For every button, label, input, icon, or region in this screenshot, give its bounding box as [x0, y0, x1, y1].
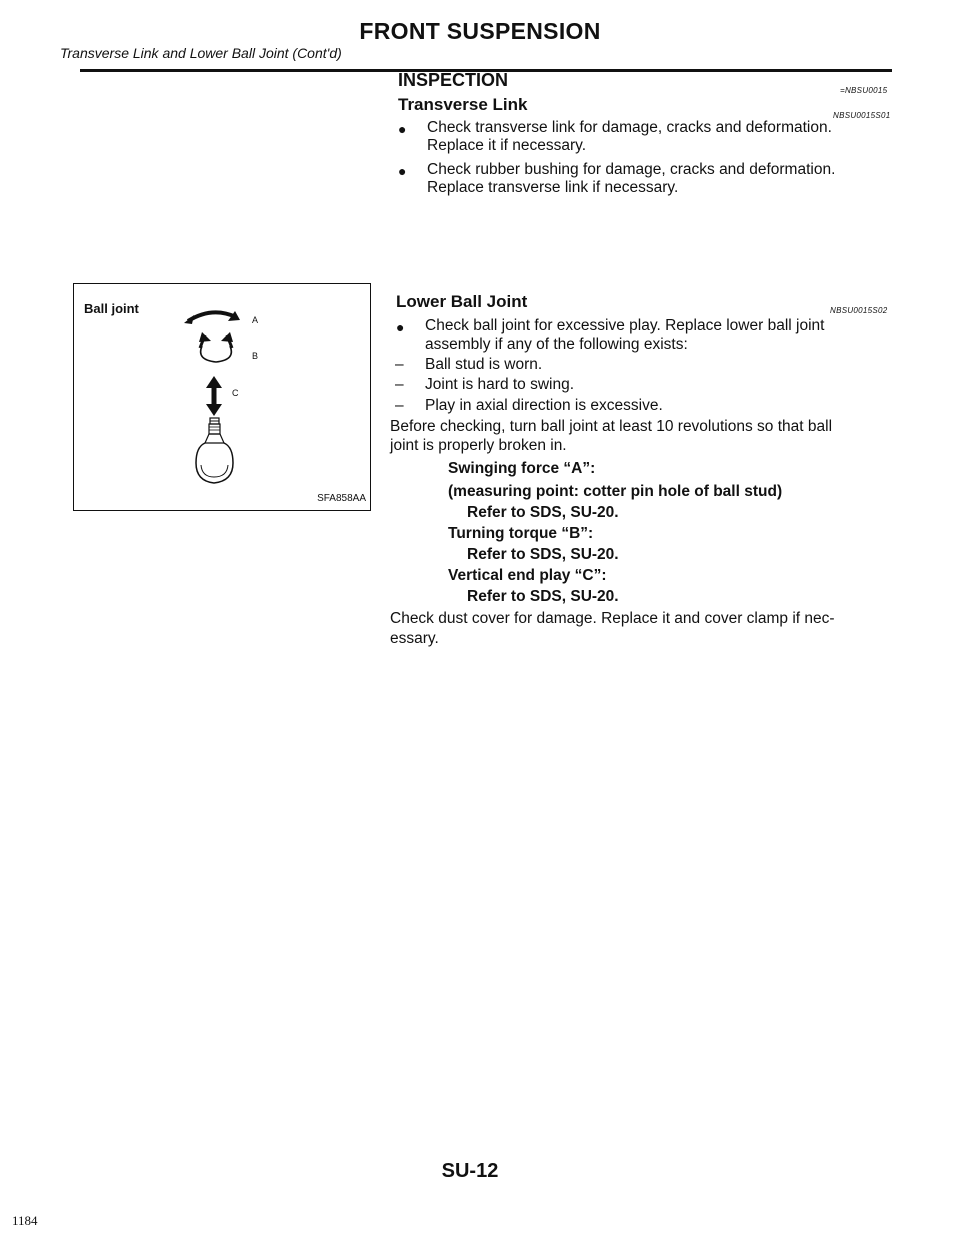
spec-label: Swinging force “A”:	[448, 460, 596, 477]
section-code-lower-ball-joint: NBSU0015S02	[830, 306, 888, 315]
figure-label: Ball joint	[84, 301, 139, 316]
page-number: SU-12	[441, 1160, 499, 1182]
page-subtitle: Transverse Link and Lower Ball Joint (Cont'd)	[60, 45, 342, 61]
section-code-inspection: =NBSU0015	[840, 86, 888, 95]
swing-arrow-icon	[182, 304, 244, 326]
corner-page-number: 1184	[12, 1213, 38, 1228]
paragraph-line: Check dust cover for damage. Replace it and cover clamp if nec-	[390, 610, 835, 627]
figure-letter-b: B	[252, 351, 259, 361]
subheading-lower-ball-joint: Lower Ball Joint	[396, 292, 528, 311]
bullet-text-line: Check rubber bushing for damage, cracks and deformation.	[427, 161, 836, 178]
paragraph-line: joint is properly broken in.	[390, 437, 567, 454]
bullet-text-line: Replace it if necessary.	[427, 137, 587, 154]
dash-marker: –	[395, 376, 404, 393]
paragraph-line: Before checking, turn ball joint at least 10 revolutions so that ball	[390, 418, 833, 435]
spec-value: Refer to SDS, SU-20.	[467, 588, 619, 605]
dash-item: Ball stud is worn.	[425, 356, 543, 373]
paragraph-line: essary.	[390, 630, 439, 647]
dash-item: Joint is hard to swing.	[425, 376, 575, 393]
dash-marker: –	[395, 356, 404, 373]
bullet-text-line: Check transverse link for damage, cracks and deformation.	[427, 119, 832, 136]
dash-marker: –	[395, 397, 404, 414]
spec-label: Turning torque “B”:	[448, 525, 594, 542]
spec-value: Refer to SDS, SU-20.	[467, 504, 619, 521]
ball-joint-icon	[194, 417, 236, 489]
bullet-text-line: assembly if any of the following exists:	[425, 336, 688, 353]
section-heading-inspection: INSPECTION	[398, 70, 509, 90]
vertical-arrow-icon	[205, 376, 223, 416]
ball-joint-figure	[73, 283, 371, 511]
figure-letter-c: C	[232, 388, 239, 398]
rotation-arrow-icon	[192, 332, 240, 368]
bullet-marker: ●	[398, 121, 407, 137]
bullet-text-line: Check ball joint for excessive play. Replace lower ball joint	[425, 317, 825, 334]
page-title: FRONT SUSPENSION	[359, 18, 601, 44]
subheading-transverse-link: Transverse Link	[398, 95, 528, 114]
figure-letter-a: A	[252, 315, 259, 325]
spec-label: Vertical end play “C”:	[448, 567, 607, 584]
bullet-text-line: Replace transverse link if necessary.	[427, 179, 679, 196]
spec-value: Refer to SDS, SU-20.	[467, 546, 619, 563]
bullet-marker: ●	[396, 319, 405, 335]
section-code-transverse-link: NBSU0015S01	[833, 111, 891, 120]
bullet-marker: ●	[398, 163, 407, 179]
figure-code: SFA858AA	[317, 493, 366, 504]
dash-item: Play in axial direction is excessive.	[425, 397, 663, 414]
spec-note: (measuring point: cotter pin hole of ball stud)	[448, 483, 783, 500]
